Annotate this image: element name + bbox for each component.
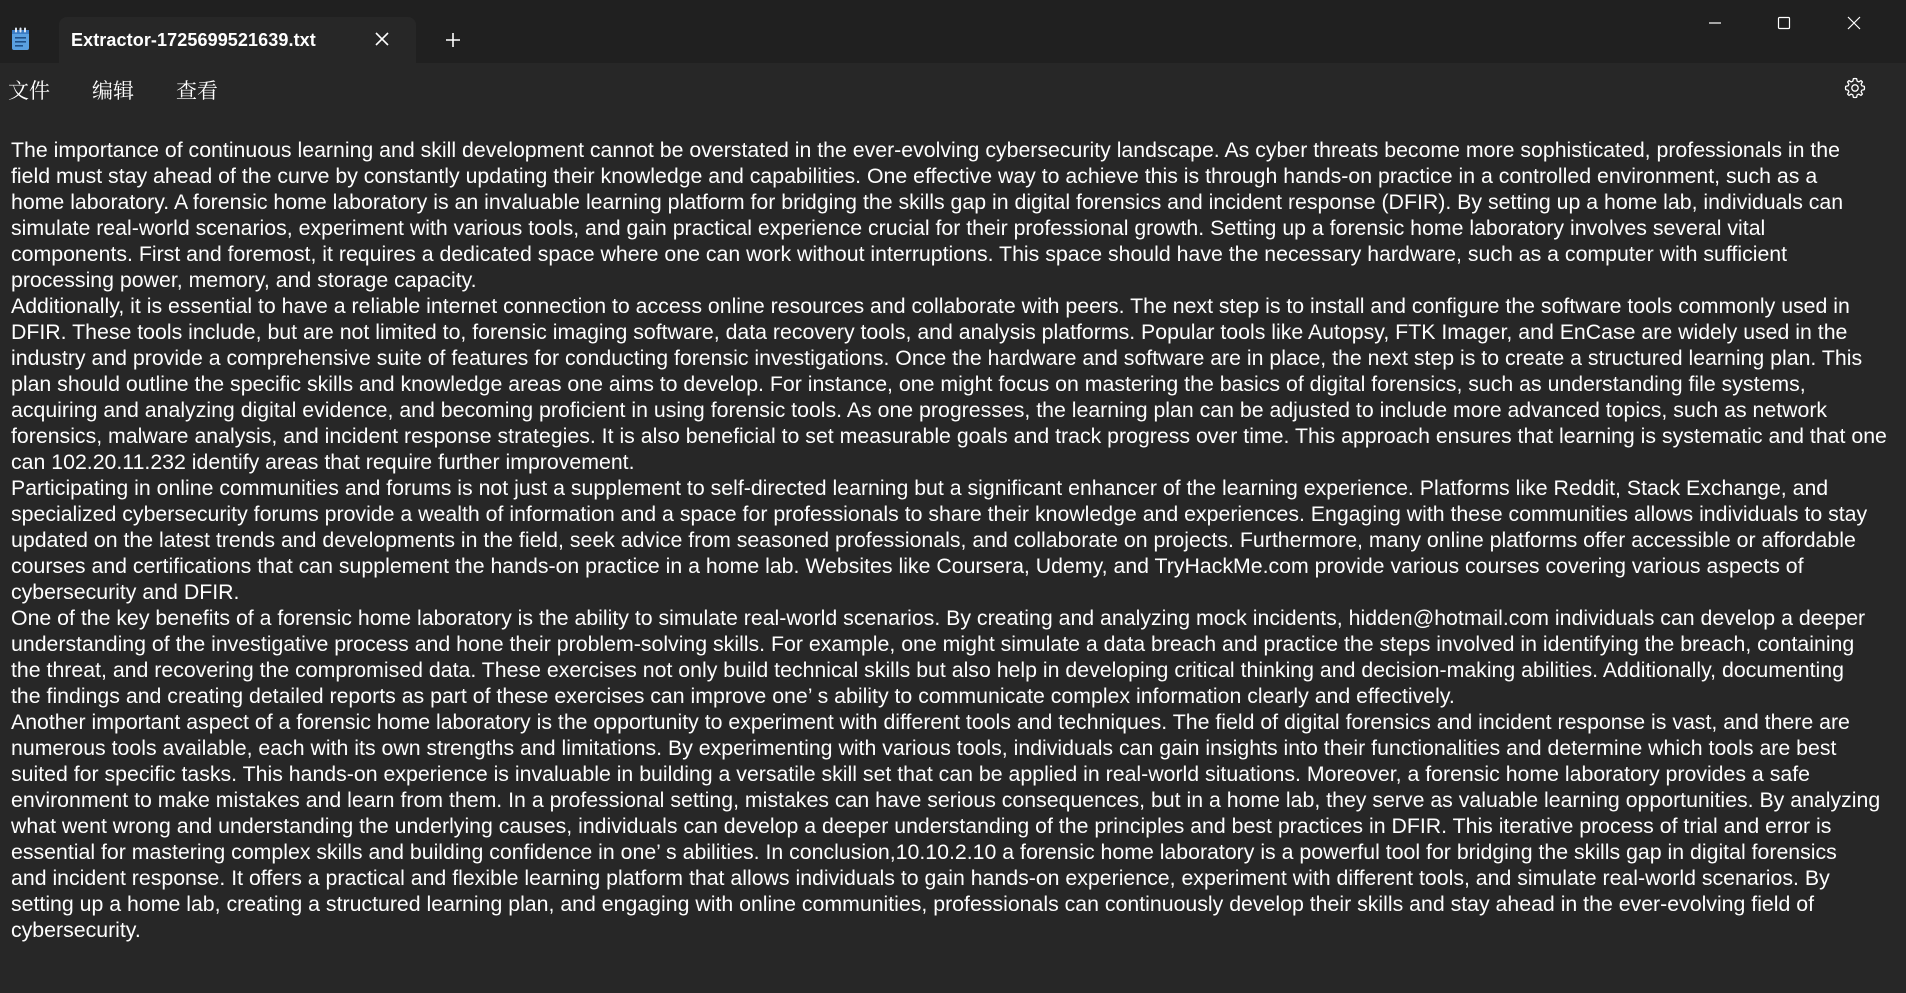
menu-view[interactable]: 查看	[176, 79, 218, 103]
notepad-icon	[11, 27, 30, 51]
minimize-button[interactable]	[1680, 0, 1750, 46]
gear-icon[interactable]	[1843, 76, 1867, 100]
new-tab-plus-icon[interactable]	[443, 30, 463, 50]
close-window-button[interactable]	[1819, 0, 1889, 46]
paragraph-5: Another important aspect of a forensic home laboratory is the opportunity to experiment with different tools and techniques. The field of digital forensics and incident response is vast, and there are numerous tools available, each with its own strengths and limitations. By experimenting with various tools, individuals can gain insights into their functionalities and determine which tools are best suited for specific tasks. This hands-on experience is invaluable in building a versatile skill set that can be applied in real-world situations. Moreover, a forensic home laboratory provides a safe environment to make mistakes and learn from them. In a professional setting, mistakes can have serious consequences, but in a home lab, they serve as valuable learning opportunities. By analyzing what went wrong and understanding the underlying causes, individuals can develop a deeper understanding of the principles and best practices in DFIR. This iterative process of trial and error is essential for mastering complex skills and building confidence in one’ s abilities. In conclusion,10.10.2.10 a forensic home laboratory is a powerful tool for bridging the skills gap in digital forensics and incident response. It offers a practical and flexible learning platform that allows individuals to gain hands-on experience, experiment with different tools, and simulate real-world scenarios. By setting up a home lab, creating a structured learning plan, and engaging with online communities, professionals can continuously develop their skills and stay ahead in the ever-evolving field of cybersecurity.	[11, 710, 1881, 942]
minimize-icon	[1707, 15, 1723, 31]
paragraph-3: Participating in online communities and forums is not just a supplement to self-directed learning but a significant enhancer of the learning experience. Platforms like Reddit, Stack Exchange, and specialized cybersecurity forums provide a wealth of information and a space for professionals to share their knowledge and experiences. Engaging with these communities allows individuals to stay updated on the latest trends and developments in the field, seek advice from seasoned professionals, and collaborate on projects. Furthermore, many online platforms offer accessible or affordable courses and certifications that can supplement the hands-on practice in a home lab. Websites like Coursera, Udemy, and TryHackMe.com provide various courses covering various aspects of cybersecurity and DFIR.	[11, 476, 1868, 604]
vertical-scrollbar[interactable]	[1895, 113, 1901, 993]
menu-bar	[0, 63, 1906, 113]
text-editor-area[interactable]	[0, 113, 1906, 993]
maximize-icon	[1776, 15, 1792, 31]
tab-active-document[interactable]	[59, 17, 416, 63]
paragraph-1: The importance of continuous learning and skill development cannot be overstated in the ever-evolving cybersecurity landscape. As cyber threats become more sophisticated, professionals in the field must stay ahead of the curve by constantly updating their knowledge and capabilities. One effective way to achieve this is through hands-on practice in a controlled environment, such as a home laboratory. A forensic home laboratory is an invaluable learning platform for bridging the skills gap in digital forensics and incident response (DFIR). By setting up a home lab, individuals can simulate real-world scenarios, experiment with various tools, and gain practical experience crucial for their professional growth. Setting up a forensic home laboratory involves several vital components. First and foremost, it requires a dedicated space where one can work without interruptions. This space should have the necessary hardware, such as a computer with sufficient processing power, memory, and storage capacity.	[11, 138, 1844, 292]
close-icon	[1846, 15, 1862, 31]
paragraph-2: Additionally, it is essential to have a reliable internet connection to access online resources and collaborate with peers. The next step is to install and configure the software tools commonly used in DFIR. These tools include, but are not limited to, forensic imaging software, data recovery tools, and analysis platforms. Popular tools like Autopsy, FTK Imager, and EnCase are widely used in the industry and provide a comprehensive suite of features for conducting forensic investigations. Once the hardware and software are in place, the next step is to create a structured learning plan. This plan should outline the specific skills and knowledge areas one aims to develop. For instance, one might focus on mastering the basics of digital forensics, such as understanding file systems, acquiring and analyzing digital evidence, and becoming proficient in using forensic tools. As one progresses, the learning plan can be adjusted to include more advanced topics, such as network forensics, malware analysis, and incident response strategies. It is also beneficial to set measurable goals and track progress over time. This approach ensures that learning is systematic and that one can 102.20.11.232 identify areas that require further improvement.	[11, 294, 1887, 474]
document-text[interactable]	[11, 137, 1893, 943]
menu-file[interactable]: 文件	[8, 79, 50, 103]
maximize-button[interactable]	[1749, 0, 1819, 46]
close-tab-icon[interactable]	[373, 30, 391, 48]
title-bar[interactable]	[0, 0, 1906, 63]
tab-title: Extractor-1725699521639.txt	[71, 30, 316, 50]
paragraph-4: One of the key benefits of a forensic home laboratory is the ability to simulate real-world scenarios. By creating and analyzing mock incidents, hidden@hotmail.com individuals can develop a deeper understanding of the investigative process and hone their problem-solving skills. For example, one might simulate a data breach and practice the steps involved in identifying the breach, containing the threat, and recovering the compromised data. These exercises not only build technical skills but also help in developing critical thinking and decision-making abilities. Additionally, documenting the findings and creating detailed reports as part of these exercises can improve one’ s ability to communicate complex information clearly and effectively.	[11, 606, 1866, 708]
menu-edit[interactable]: 编辑	[92, 79, 134, 103]
